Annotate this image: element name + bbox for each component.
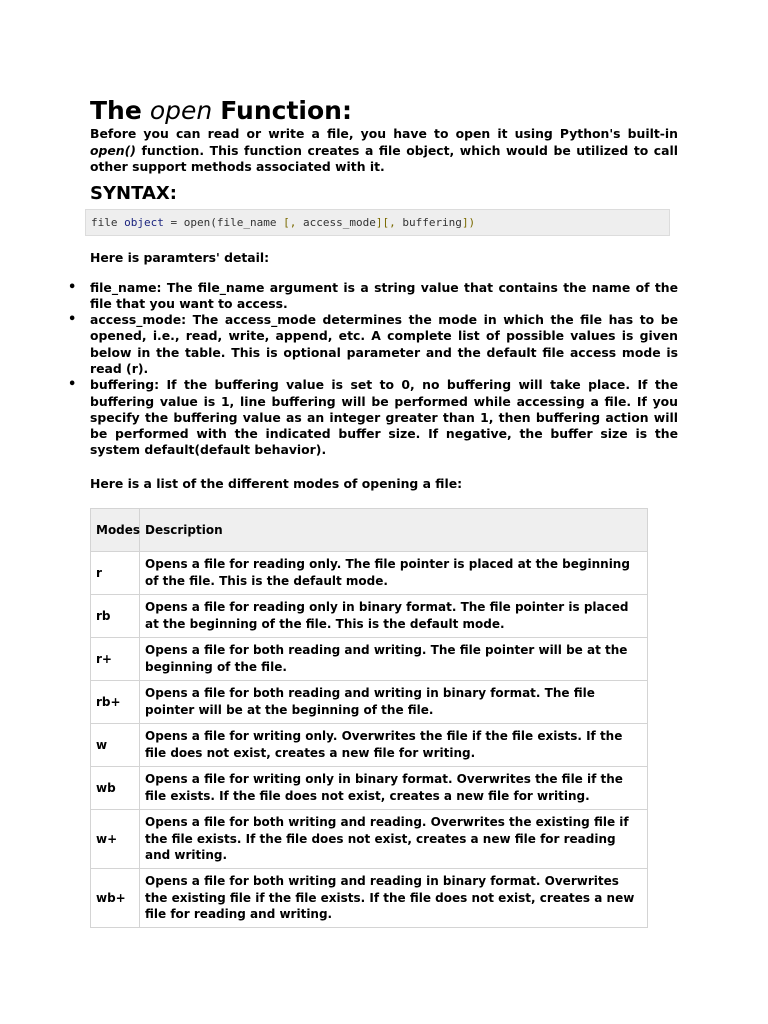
title-prefix: The xyxy=(90,96,142,125)
title-emphasis: open xyxy=(149,96,213,125)
code-bracket: ]) xyxy=(461,215,476,229)
mode-cell: wb+ xyxy=(91,868,140,927)
mode-cell: w xyxy=(91,723,140,766)
bullet-icon: • xyxy=(68,377,77,393)
description-cell: Opens a file for both writing and reading. Overwrites the existing file if the file exists. If the file does not exist, creates a new file for reading and writing. xyxy=(140,809,648,868)
description-cell: Opens a file for writing only. Overwrites the file if the file exists. If the file does not exist, creates a new file for writing. xyxy=(140,723,648,766)
mode-cell: wb xyxy=(91,766,140,809)
param-item-buffering xyxy=(68,377,678,458)
mode-cell: rb xyxy=(91,594,140,637)
intro-part2: function. This function creates a file object, which would be utilized to call other support methods associated with it. xyxy=(90,142,678,174)
bullet-icon: • xyxy=(68,312,77,328)
modes-intro: Here is a list of the different modes of opening a file: xyxy=(90,475,463,491)
mode-cell: rb+ xyxy=(91,680,140,723)
description-cell: Opens a file for both writing and reading in binary format. Overwrites the existing file if the file exists. If the file does not exist, creates a new file for reading and writing. xyxy=(140,868,648,927)
table-row xyxy=(91,594,648,637)
param-item-file-name xyxy=(68,279,678,313)
description-cell: Opens a file for both reading and writing. The file pointer will be at the beginning of the file. xyxy=(140,637,648,680)
title-suffix: Function: xyxy=(220,96,352,125)
table-row xyxy=(91,868,648,927)
code-text: file xyxy=(91,215,125,229)
table-row xyxy=(91,551,648,594)
code-keyword: object xyxy=(124,215,164,229)
bullet-icon: • xyxy=(68,279,77,295)
mode-cell: w+ xyxy=(91,809,140,868)
syntax-code-block xyxy=(85,209,670,236)
param-text: buffering: If the buffering value is set to 0, no buffering will take place. If the buffering value is 1, line buffering will be performed while accessing a file. If you specify the buffering value as an integer greater than 1, then buffering action will be performed with the indicated buffer size. If negative, the buffer size is the system default(default behavior). xyxy=(90,377,678,458)
mode-cell: r xyxy=(91,551,140,594)
code-text: buffering xyxy=(395,215,462,229)
intro-func: open() xyxy=(90,142,136,158)
param-item-access-mode xyxy=(68,312,678,377)
code-bracket: [, xyxy=(283,215,297,229)
header-modes: Modes xyxy=(91,508,140,551)
table-header-row xyxy=(91,508,648,551)
mode-cell: r+ xyxy=(91,637,140,680)
intro-paragraph xyxy=(90,126,678,176)
code-bracket: ][, xyxy=(375,215,396,229)
code-text: = open(file_name xyxy=(163,215,284,229)
intro-part1: Before you can read or write a file, you have to open it using Python's built-in xyxy=(90,126,678,141)
description-cell: Opens a file for both reading and writing in binary format. The file pointer will be at the beginning of the file. xyxy=(140,680,648,723)
table-row xyxy=(91,680,648,723)
table-row xyxy=(91,766,648,809)
param-text: access_mode: The access_mode determines the mode in which the file has to be opened, i.e., read, write, append, etc. A complete list of possible values is given below in the table. This is optional parameter and the default file access mode is read (r). xyxy=(90,312,678,376)
description-cell: Opens a file for reading only in binary format. The file pointer is placed at the beginning of the file. This is the default mode. xyxy=(140,594,648,637)
description-cell: Opens a file for reading only. The file pointer is placed at the beginning of the file. This is the default mode. xyxy=(140,551,648,594)
document-content xyxy=(68,96,678,928)
table-row xyxy=(91,809,648,868)
params-intro: Here is paramters' detail: xyxy=(90,249,270,265)
page-title xyxy=(90,96,678,126)
header-description: Description xyxy=(140,508,648,551)
modes-table xyxy=(90,508,648,928)
params-list xyxy=(68,279,678,459)
description-cell: Opens a file for writing only in binary format. Overwrites the file if the file exists. If the file does not exist, creates a new file for writing. xyxy=(140,766,648,809)
param-text: file_name: The file_name argument is a string value that contains the name of the file that you want to access. xyxy=(90,279,678,311)
table-row xyxy=(91,723,648,766)
syntax-heading: SYNTAX: xyxy=(90,182,177,204)
table-row xyxy=(91,637,648,680)
code-text: access_mode xyxy=(296,215,376,229)
